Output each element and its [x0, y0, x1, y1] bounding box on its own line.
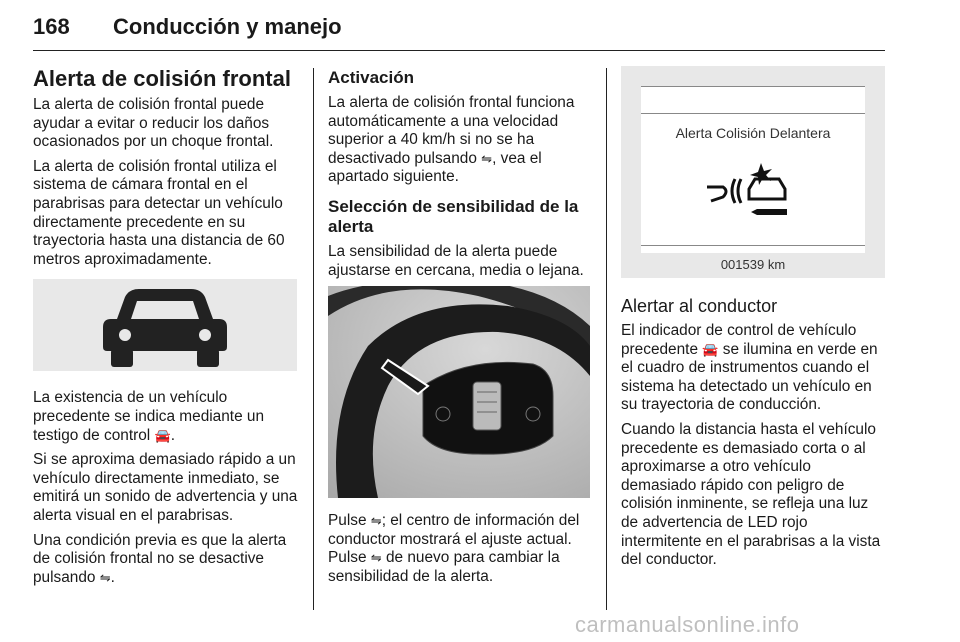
paragraph: Si se aproxima demasiado rápido a un vehículo directamente inmediato, se emitirá un sonido de advertencia y una alerta visual en el parabrisas. [33, 451, 298, 524]
odometer-readout: 001539 km [720, 257, 786, 272]
fcw-button-icon: ⇋ [370, 550, 382, 566]
section-heading: Alertar al conductor [621, 296, 778, 316]
car-icon [33, 279, 297, 371]
section-heading: Activación [328, 68, 414, 87]
paragraph: Una condición previa es que la alerta de colisión frontal no se desactive pulsando ⇋. [33, 531, 287, 586]
collision-alert-icon [703, 161, 803, 221]
column-2 [328, 50, 590, 593]
paragraph: Cuando la distancia hasta el vehículo precedente es demasiado corta o al aproximarse a otro vehículo demasiado rápido con peligro de colisión inminente, se refleja una luz de advertencia de LED rojo intermitente en el parabrisas a la vista del conductor. [621, 420, 881, 569]
fcw-button-icon: ⇋ [370, 513, 382, 529]
section-heading: Alerta de colisión frontal [33, 66, 291, 91]
car-icon: 🚘 [702, 341, 719, 357]
paragraph: La alerta de colisión frontal utiliza el sistema de cámara frontal en el parabrisas para detectar un vehículo directamente precedente en su trayectoria hasta una distancia de 60 metros aproximadamente. [33, 157, 285, 268]
driver-info-display-illustration [621, 66, 885, 278]
watermark: carmanualsonline.info [575, 612, 800, 637]
paragraph: La alerta de colisión frontal puede ayudar a evitar o reducir los daños ocasionados por un choque frontal. [33, 96, 274, 151]
paragraph: El indicador de control de vehículo precedente 🚘 se ilumina en verde en el cuadro de instrumentos cuando el sistema ha detectado un vehículo en su trayectoria de conducción. [621, 322, 878, 414]
column-divider [606, 68, 607, 610]
paragraph: La existencia de un vehículo precedente se indica mediante un testigo de control 🚘. [33, 389, 265, 444]
page-number: 168 [33, 14, 70, 39]
steering-wheel-photo [328, 286, 590, 498]
section-heading: Selección de sensibilidad de la alerta [328, 196, 579, 236]
paragraph: La alerta de colisión frontal funciona automáticamente a una velocidad superior a 40 km/h si no se ha desactivado pulsando ⇋, vea el apartado siguiente. [328, 94, 575, 186]
divider [641, 245, 865, 246]
column-3 [621, 50, 885, 576]
column-1 [33, 50, 299, 593]
paragraph: La sensibilidad de la alerta puede ajustarse en cercana, media o lejana. [328, 242, 584, 279]
page-header [33, 14, 885, 51]
column-divider [313, 68, 314, 610]
fcw-button-icon: ⇋ [481, 150, 493, 166]
divider [641, 113, 865, 114]
vehicle-ahead-illustration [33, 279, 297, 371]
car-icon: 🚘 [154, 427, 171, 443]
fcw-button-icon: ⇋ [99, 569, 111, 585]
display-title: Alerta Colisión Delantera [675, 125, 831, 141]
paragraph: Pulse ⇋; el centro de información del conductor mostrará el ajuste actual. Pulse ⇋ de nuevo para cambiar la sensibilidad de la alerta. [328, 512, 580, 585]
chapter-title: Conducción y manejo [113, 14, 342, 39]
display-screen [641, 86, 865, 272]
